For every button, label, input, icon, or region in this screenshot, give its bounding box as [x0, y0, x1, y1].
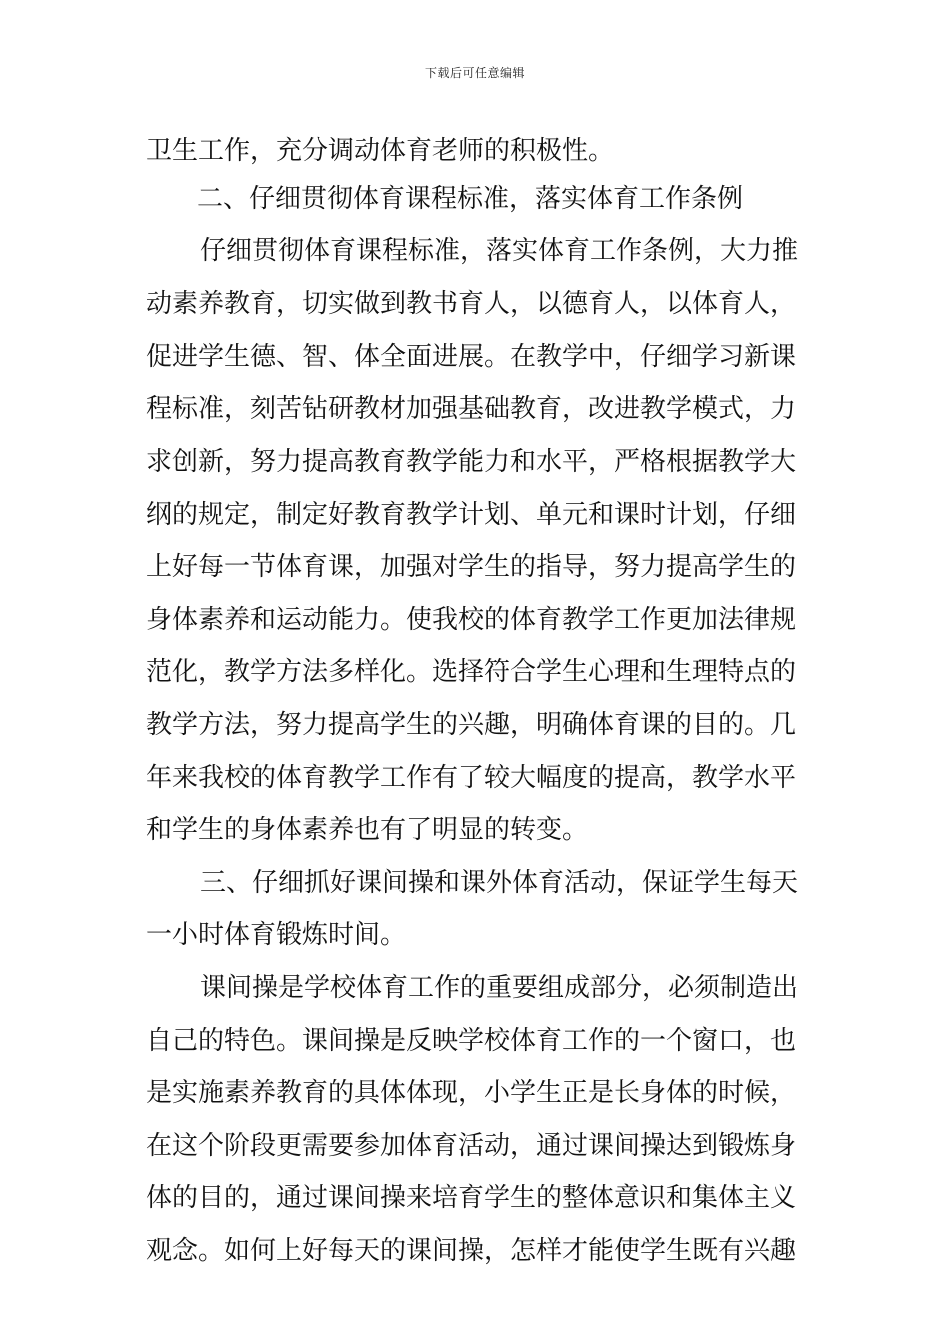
text-line: 自己的特色。课间操是反映学校体育工作的一个窗口，也 — [146, 1026, 797, 1056]
text-line: 程标准，刻苦钻研教材加强基础教育，改进教学模式，力 — [146, 394, 797, 424]
section-heading: 三、仔细抓好课间操和课外体育活动，保证学生每天 — [200, 868, 799, 898]
text-line: 体的目的，通过课间操来培育学生的整体意识和集体主义 — [146, 1183, 797, 1213]
text-line: 和学生的身体素养也有了明显的转变。 — [146, 815, 589, 845]
section-heading-continued: 一小时体育锻炼时间。 — [146, 920, 407, 950]
text-line: 纲的规定，制定好教育教学计划、单元和课时计划，仔细 — [146, 500, 797, 530]
text-line: 促进学生德、智、体全面进展。在教学中，仔细学习新课 — [146, 342, 797, 372]
text-line: 年来我校的体育教学工作有了较大幅度的提高，教学水平 — [146, 763, 797, 793]
text-line: 卫生工作，充分调动体育老师的积极性。 — [146, 136, 615, 166]
header-note: 下载后可任意编辑 — [424, 66, 525, 80]
text-line: 动素养教育，切实做到教书育人，以德育人，以体育人， — [146, 289, 797, 319]
text-line: 身体素养和运动能力。使我校的体育教学工作更加法律规 — [146, 605, 797, 635]
text-line: 观念。如何上好每天的课间操，怎样才能使学生既有兴趣 — [146, 1236, 797, 1266]
text-line: 是实施素养教育的具体体现，小学生正是长身体的时候， — [146, 1078, 797, 1108]
text-line: 求创新，努力提高教育教学能力和水平，严格根据教学大 — [146, 447, 797, 477]
text-line: 课间操是学校体育工作的重要组成部分，必须制造出 — [200, 973, 799, 1003]
text-line: 上好每一节体育课，加强对学生的指导，努力提高学生的 — [146, 552, 797, 582]
text-line: 在这个阶段更需要参加体育活动，通过课间操达到锻炼身 — [146, 1131, 797, 1161]
text-line: 仔细贯彻体育课程标准，落实体育工作条例，大力推 — [200, 236, 799, 266]
text-line: 范化，教学方法多样化。选择符合学生心理和生理特点的 — [146, 657, 797, 687]
section-heading: 二、仔细贯彻体育课程标准，落实体育工作条例 — [197, 184, 744, 214]
text-line: 教学方法，努力提高学生的兴趣，明确体育课的目的。几 — [146, 710, 797, 740]
